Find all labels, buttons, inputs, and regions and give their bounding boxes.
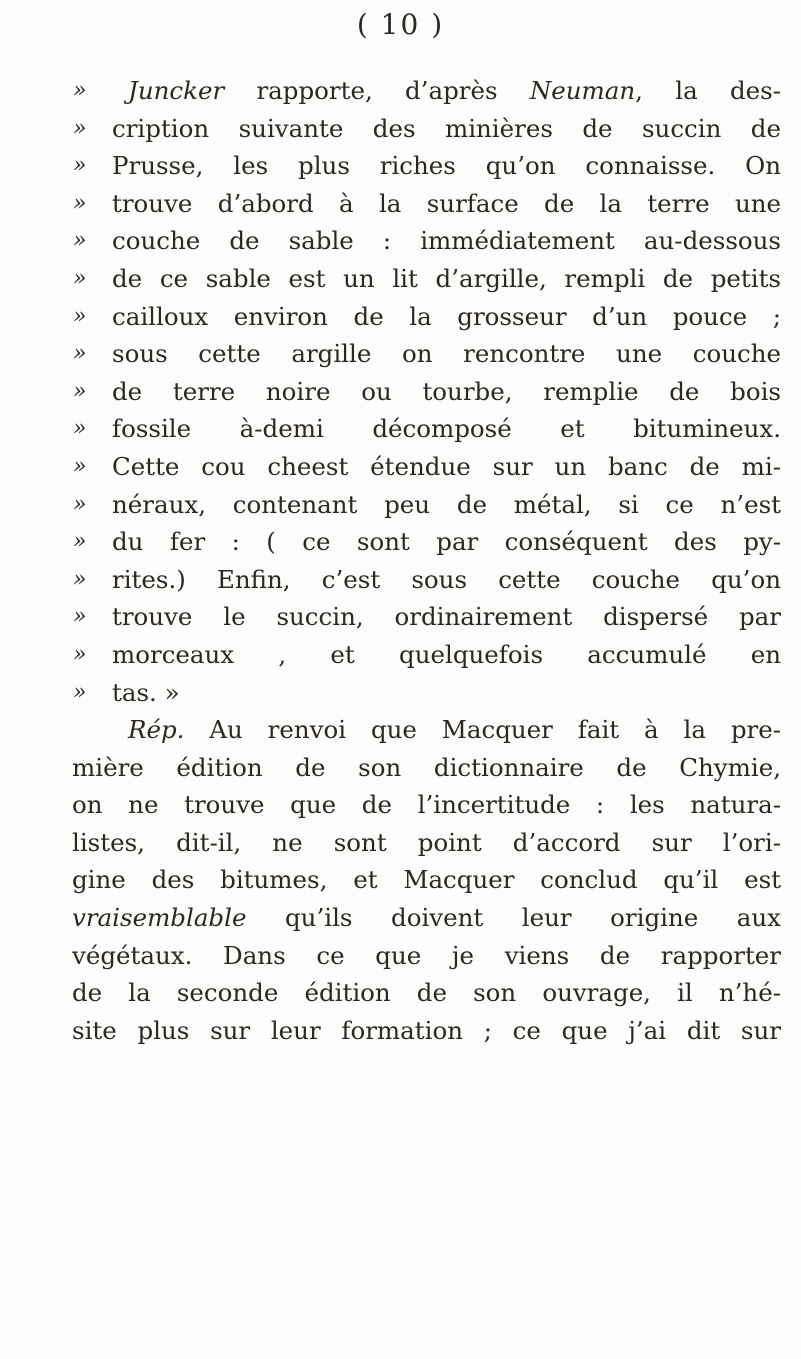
text-line — [0, 824, 801, 862]
line-text — [72, 1012, 781, 1050]
line-text — [112, 674, 781, 712]
text-segment: trouve le succin, ordinairement dispersé par — [112, 602, 781, 632]
text-segment: de ce sable est un lit d’argille, rempli de petits — [112, 263, 781, 293]
text-segment: cription suivante des minières de succin de — [112, 113, 781, 143]
italic-segment: Rép. — [128, 715, 185, 745]
quotation-mark: » — [73, 78, 87, 103]
line-text — [128, 72, 781, 110]
text-segment: fossile à-demi décomposé et bitumineux. — [112, 414, 781, 444]
quotation-mark: » — [73, 416, 87, 442]
quotation-mark: » — [73, 190, 87, 216]
text-segment: site plus sur leur formation ; ce que j’ai dit sur — [72, 1015, 781, 1045]
text-line — [0, 523, 801, 561]
quotation-mark: » — [73, 491, 87, 517]
page-body — [0, 72, 801, 1049]
line-text — [72, 861, 781, 899]
text-segment: morceaux , et quelquefois accumulé en — [112, 639, 781, 669]
text-segment: listes, dit-il, ne sont point d’accord sur l’ori- — [72, 827, 781, 857]
quotation-mark: » — [73, 378, 87, 404]
text-segment: du fer : ( ce sont par conséquent des py- — [112, 527, 781, 557]
text-segment: néraux, contenant peu de métal, si ce n’est — [112, 489, 781, 519]
page-number: ( 10 ) — [356, 8, 445, 41]
text-segment: mière édition de son dictionnaire de Chymie, — [72, 752, 781, 782]
text-segment: de la seconde édition de son ouvrage, il n’hé- — [72, 978, 781, 1008]
line-text — [72, 899, 781, 937]
italic-segment: Neuman — [529, 76, 636, 105]
text-segment: on ne trouve que de l’incertitude : les natura- — [72, 790, 781, 820]
text-segment: qu’ils doivent leur origine aux — [246, 903, 781, 933]
text-line — [0, 222, 801, 260]
line-text — [112, 373, 781, 411]
line-text — [72, 937, 781, 975]
line-text — [112, 260, 781, 298]
text-segment: cailloux environ de la grosseur d’un pouce ; — [112, 301, 781, 331]
text-segment: , la des- — [635, 76, 781, 105]
line-text — [112, 147, 781, 185]
text-segment: rites.) Enfin, c’est sous cette couche qu’on — [112, 564, 781, 594]
text-line — [0, 260, 801, 298]
text-line — [0, 448, 801, 486]
text-line — [0, 335, 801, 373]
text-segment: sous cette argille on rencontre une couche — [112, 339, 781, 369]
line-text — [112, 222, 781, 260]
text-line — [0, 674, 801, 712]
text-segment: de terre noire ou tourbe, remplie de bois — [112, 376, 781, 406]
line-text — [112, 448, 781, 486]
text-line — [0, 899, 801, 937]
text-segment: trouve d’abord à la surface de la terre une — [112, 188, 781, 218]
quotation-mark: » — [73, 303, 87, 329]
line-text — [112, 298, 781, 336]
line-text — [112, 335, 781, 373]
line-text — [112, 410, 781, 448]
line-text — [128, 711, 781, 749]
text-segment: Au renvoi que Macquer fait à la pre- — [184, 715, 781, 745]
text-line — [0, 598, 801, 636]
quotation-mark: » — [73, 228, 87, 254]
quotation-mark: » — [73, 604, 87, 630]
text-segment: couche de sable : immédiatement au-dessous — [112, 226, 781, 256]
text-segment: Cette cou cheest étendue sur un banc de mi- — [112, 451, 781, 481]
line-text — [112, 636, 781, 674]
line-text — [112, 486, 781, 524]
line-text — [112, 185, 781, 223]
text-line — [0, 786, 801, 824]
text-segment: rapporte, d’après — [224, 76, 530, 105]
italic-segment: Juncker — [128, 76, 225, 105]
text-line — [0, 974, 801, 1012]
text-line — [0, 147, 801, 185]
quotation-mark: » — [73, 529, 87, 555]
text-line — [0, 861, 801, 899]
text-line — [0, 185, 801, 223]
line-text — [72, 824, 781, 862]
text-line — [0, 72, 801, 110]
quotation-mark: » — [73, 453, 87, 479]
line-text — [72, 786, 781, 824]
text-line — [0, 1012, 801, 1050]
text-line — [0, 561, 801, 599]
line-text — [112, 561, 781, 599]
text-segment: Prusse, les plus riches qu’on connaisse. On — [112, 151, 781, 181]
line-text — [72, 749, 781, 787]
text-line — [0, 711, 801, 749]
quotation-mark: » — [73, 679, 87, 705]
line-text — [112, 523, 781, 561]
quotation-mark: » — [73, 115, 87, 141]
line-text — [112, 598, 781, 636]
text-segment: végétaux. Dans ce que je viens de rapporter — [72, 940, 781, 970]
line-text — [112, 110, 781, 148]
text-line — [0, 636, 801, 674]
text-segment: tas. » — [112, 677, 180, 707]
text-line — [0, 410, 801, 448]
quotation-mark: » — [73, 265, 87, 291]
quotation-mark: » — [73, 153, 87, 179]
quotation-mark: » — [73, 341, 87, 367]
text-line — [0, 937, 801, 975]
line-text — [72, 974, 781, 1012]
text-line — [0, 486, 801, 524]
quotation-mark: » — [73, 641, 87, 667]
text-line — [0, 373, 801, 411]
italic-segment: vraisemblable — [72, 903, 247, 933]
text-segment: gine des bitumes, et Macquer conclud qu’il est — [72, 865, 781, 895]
quotation-mark: » — [73, 566, 87, 592]
text-line — [0, 749, 801, 787]
text-line — [0, 298, 801, 336]
text-line — [0, 110, 801, 148]
